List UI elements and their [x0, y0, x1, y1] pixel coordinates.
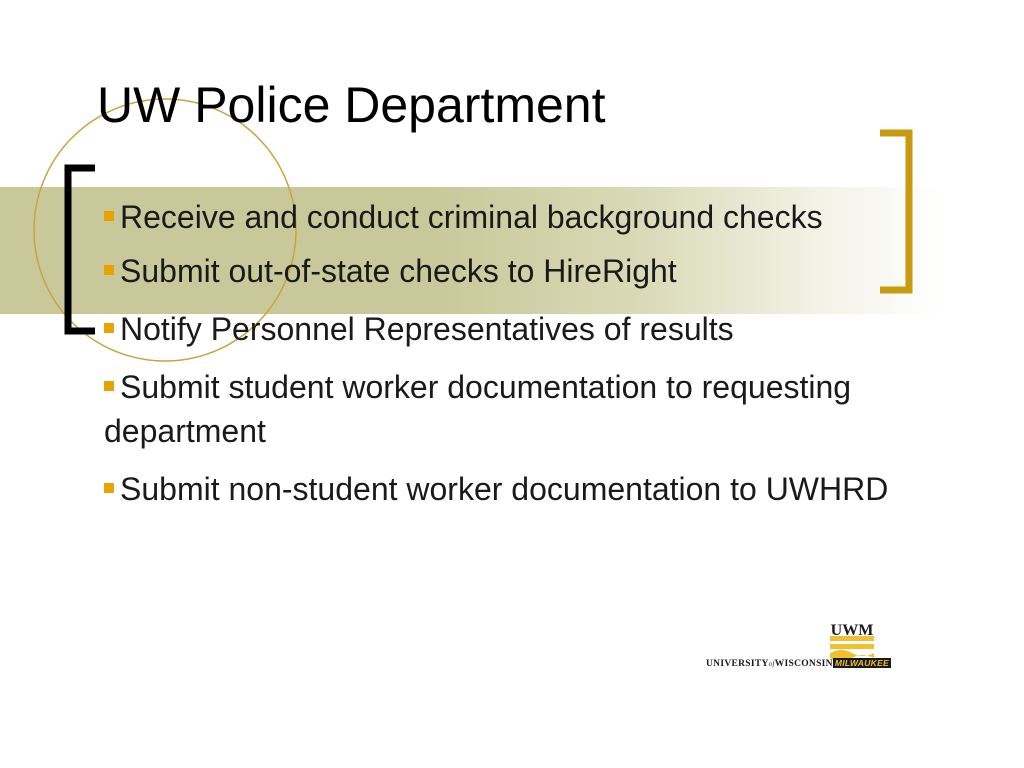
left-bracket: [68, 168, 95, 331]
bullet-text: Submit out-of-state checks to HireRight: [120, 253, 677, 289]
square-bullet-icon: [104, 265, 114, 275]
square-bullet-icon: [104, 211, 114, 221]
square-bullet-icon: [104, 483, 114, 493]
bullet-text: Submit non-student worker documentation to UWHRD: [120, 471, 889, 507]
logo-milwaukee: MILWAUKEE: [834, 658, 890, 668]
logo-of: of: [768, 660, 775, 668]
bullet-item: [104, 195, 894, 239]
bullet-text: Receive and conduct criminal background checks: [120, 199, 823, 235]
bullet-text: Notify Personnel Representatives of results: [120, 311, 734, 347]
slide-title: UW Police Department: [97, 77, 606, 133]
bullet-item: [104, 307, 894, 351]
uwm-logo-wordmark: [706, 658, 891, 669]
uwm-mark-text: UWM: [830, 622, 874, 639]
logo-university: UNIVERSITY: [706, 659, 769, 669]
uwm-logo-mark-icon: [828, 620, 876, 662]
logo-wisconsin: WISCONSIN: [774, 659, 833, 669]
square-bullet-icon: [104, 381, 114, 391]
square-bullet-icon: [104, 323, 114, 333]
bullet-item: [104, 249, 894, 293]
uwm-logo: [706, 620, 912, 672]
bullet-item: [104, 467, 894, 511]
bullet-list: [104, 195, 894, 525]
bullet-text: Submit student worker documentation to requesting department: [104, 369, 852, 449]
bullet-item: [104, 365, 894, 453]
